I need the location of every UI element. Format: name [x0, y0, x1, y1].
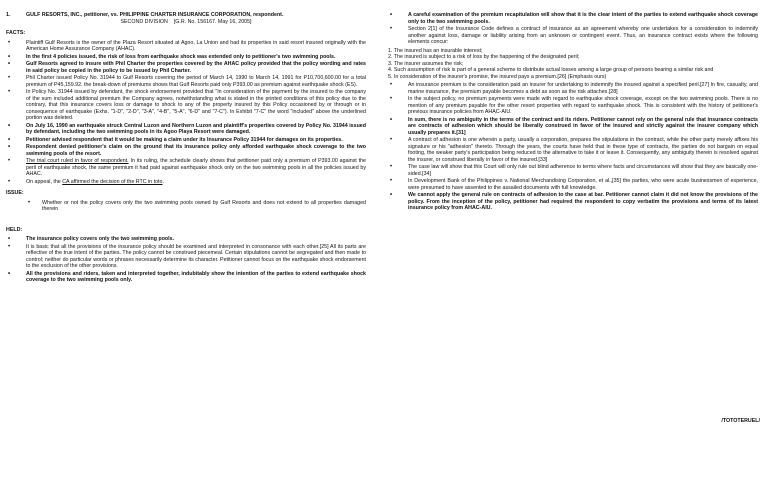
analysis-text: Section 2[1] of the Insurance Code defines a contract of insurance as an agreement whereby one undertakes for a consideration to indemnify another against loss, damage or liability arising from an unknown or contingent event. Thus, an insurance contract exists where the following elements concur: [408, 26, 758, 45]
left-column [6, 12, 366, 285]
appeal-item [6, 179, 366, 186]
insurance-elements-list [388, 48, 758, 81]
analysis-item [388, 178, 758, 191]
analysis-text: We cannot apply the general rule on contracts of adhesion to the case at bar. Petitioner cannot claim it did not know the provisions of the policy. From the inception of the policy, petitioner had required the respondent to copy verbatim the provisions and terms of its latest insurance policy from AHAC-AIU. [408, 192, 758, 211]
analysis-list-a [388, 12, 758, 46]
analysis-text: A contract of adhesion is one wherein a party, usually a corporation, prepares the stipulations in the contract, while the other party merely affixes his signature or his "adhesion" thereto. Through the years, the courts have held that in these type of contracts, the parties do not bargain on equal footing, the weaker party's participation being reduced to the alternative to take it or leave it. Consequently, any ambiguity therein is resolved against the insurer, or construed liberally in favor of the insured.[33] [408, 137, 758, 163]
case-title-text: GULF RESORTS, INC., petitioner, vs. PHILIPPINE CHARTER INSURANCE CORPORATION, respondent. [26, 12, 284, 18]
case-number: 1. [6, 12, 11, 18]
element-item: 2. The insured is subject to a risk of loss by the happening of the designated peril; [388, 54, 580, 60]
trial-court-lead: The trial court ruled in favor of respondent. [26, 158, 129, 164]
issue-text: Whether or not the policy covers only the two swimming pools owned by Gulf Resorts and does not extend to all properties damaged therein [42, 199, 366, 212]
analysis-item [388, 96, 758, 116]
fact-text: Respondent denied petitioner's claim on the ground that its insurance policy only afforded earthquake shock coverage to the two swimming pools of the resort. [26, 144, 366, 157]
element-item: 3. The insurer assumes the risk; [388, 60, 464, 67]
analysis-text: An insurance premium is the consideration paid an insurer for undertaking to indemnify the insured against a specified peril.[27] In fire, casualty, and marine insurance, the premium payable becomes a debt as soon as the risk attaches.[28] [408, 82, 758, 95]
held-text: It is basic that all the provisions of the insurance policy should be examined and interpreted in consonance with each other.[25] All its parts are reflective of the true intent of the parties. The policy cannot be construed piecemeal. Certain stipulations cannot be segregated and then made to control; neither do particular words or phrases necessarily determine its character. Petitioner cannot focus on the earthquake shock endorsement to the exclusion of the other provisions. [26, 243, 366, 269]
analysis-item [388, 82, 758, 95]
author-signature: /TOTOTERUEL/ [721, 418, 760, 424]
appeal-end: . [162, 178, 164, 185]
held-text: All the provisions and riders, taken and interpreted together, indubitably show the intention of the parties to extend earthquake shock coverage to the two swimming pools only. [26, 270, 366, 283]
fact-item [6, 144, 366, 157]
analysis-item [388, 117, 758, 137]
fact-text: In the first 4 policies issued, the risk of loss from earthquake shock was extended only to petitioner's two swimming pools. [26, 53, 336, 60]
analysis-item [388, 164, 758, 177]
fact-item [6, 123, 366, 136]
fact-text: On July 16, 1990 an earthquake struck Central Luzon and Northern Luzon and plaintiff's properties covered by Policy No. 31944 issued by defendant, including the two swimming pools in its Agoo Playa Resort were damaged. [26, 122, 366, 135]
appeal-ca: CA affirmed the decision of the RTC in toto [62, 178, 163, 185]
right-column [388, 12, 758, 213]
facts-list [6, 40, 366, 186]
trial-court-rest: In its ruling, the schedule clearly shows that petitioner paid only a premium of P393.00 against the peril of earthquake shock, the same premium it had paid against earthquake shock only on the two swimming pools in all the policies issued by AHAC. [26, 158, 367, 177]
division-label: SECOND DIVISION [120, 18, 168, 25]
analysis-text: In the subject policy, no premium payments were made with regard to earthquake shock coverage, except on the two swimming pools. There is no mention of any premium payable for the other resort properties with regard to earthquake shock. This is consistent with the history of petitioner's previous insurance policies from AHAC-AIU. [408, 96, 758, 115]
element-item: 1. The insured has an insurable interest; [388, 47, 483, 54]
fact-text: Petitioner advised respondent that it would be making a claim under its Insurance Policy 31944 for damages on its properties. [26, 136, 343, 143]
trial-court-item [6, 158, 366, 178]
analysis-item [388, 12, 758, 25]
fact-text: Plaintiff Gulf Resorts is the owner of the Plaza Resort situated at Agoo, La Union and had its properties in said resort insured originally with the American Home Assurance Company (AHAC). [26, 39, 366, 52]
element-item: 5. In consideration of the insurer's promise, the insured pays a premium.[26] (Emphasis ours) [388, 73, 607, 80]
fact-text: Gulf Resorts agreed to insure with Phil Charter the properties covered by the AHAC policy provided that the policy wording and rates in said policy be copied in the policy to be issued by Phil Charter. [26, 61, 366, 74]
analysis-item [388, 192, 758, 212]
issue-heading: ISSUE: [6, 190, 24, 196]
appeal-pre: On appeal, the [26, 178, 63, 185]
element-item: 4. Such assumption of risk is part of a general scheme to distribute actual losses among a large group of persons bearing a similar risk and [388, 67, 714, 73]
fact-item [6, 61, 366, 74]
analysis-text: A careful examination of the premium recapitulation will show that it is the clear intent of the parties to extend earthquake shock coverage only to the two swimming pools. [408, 12, 758, 25]
issue-item [6, 200, 366, 213]
analysis-item [388, 137, 758, 163]
fact-item [6, 89, 366, 122]
analysis-list-b [388, 82, 758, 212]
facts-heading: FACTS: [6, 30, 26, 36]
analysis-text: The case law will show that this Court will only rule out blind adherence to terms where facts and circumstances will show that they are basically one-sided.[34] [408, 164, 758, 177]
case-citation [6, 19, 366, 26]
fact-item [6, 40, 366, 53]
fact-item [6, 137, 366, 144]
held-heading: HELD: [6, 226, 23, 233]
fact-text: In Policy No. 31944 issued by defendant, the shock endorsement provided that "In consideration of the payment by the insured to the company of the sum included additional premium the Company agrees, notwithstanding what is stated in the printed conditions of this policy due to the contrary, that this insurance covers loss or damage to shock to any of the property insured by this Policy occasioned by or through or in consequence of earthquake (Exhs. "1-D", "2-D", "3-A", "4-B", "5-A", "6-D" and "7-C"). In Exhibit "7-C" the word "included" above the underlined portion was deleted. [26, 89, 366, 121]
held-text: The insurance policy covers only the two swimming pools. [26, 236, 175, 242]
held-item [6, 244, 366, 270]
fact-text: Phil Charter issued Policy No. 31944 to Gulf Resorts covering the period of March 14, 1990 to March 14, 1991 for P10,700,600.00 for a total premium of P45,159.92. the break-down of premiums shows that Gulf Resorts paid only P393.00 as premium against earthquake shock (ES). [26, 75, 366, 88]
fact-item [6, 75, 366, 88]
gr-citation: [G.R. No. 156167. May 16, 2005] [173, 18, 252, 25]
held-item [6, 236, 366, 243]
analysis-item [388, 26, 758, 46]
issue-list [6, 200, 366, 213]
held-list [6, 236, 366, 284]
held-item [6, 271, 366, 284]
analysis-text: In sum, there is no ambiguity in the terms of the contract and its riders. Petitioner cannot rely on the general rule that insurance contracts are contracts of adhesion which should be liberally construed in favor of the insured and strictly against the insurer company which usually prepares it.[31] [408, 116, 758, 136]
analysis-text: In Development Bank of the Philippines v. National Merchandising Corporation, et al.,[35] the parties, who were acute businessmen of experience, were presumed to have assented to the assailed documents with full knowledge. [408, 178, 758, 191]
fact-item [6, 54, 366, 61]
